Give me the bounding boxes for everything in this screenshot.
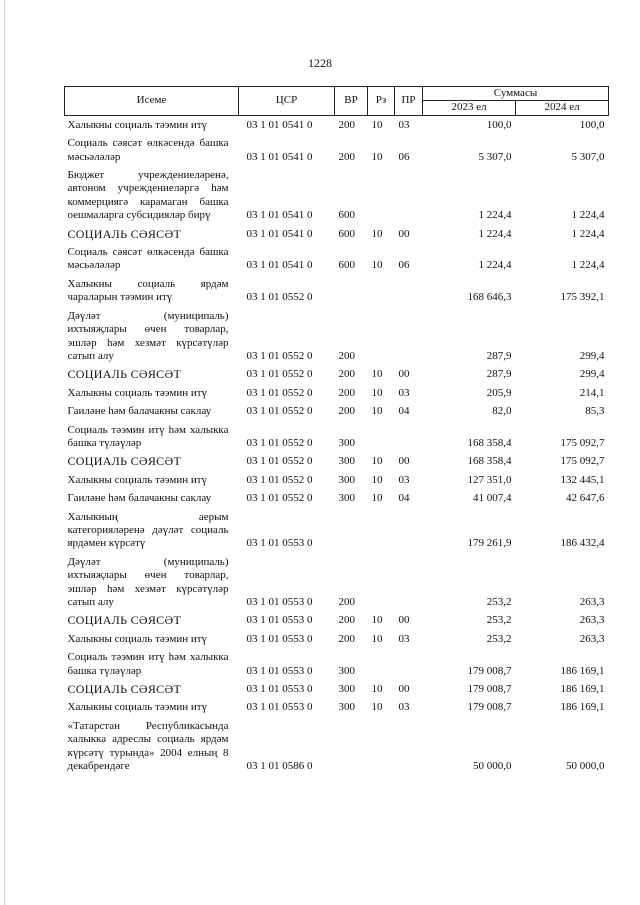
table-row (65, 166, 609, 225)
row-csr-code: 03 1 01 0553 0 (246, 664, 313, 677)
row-pr-code: 04 (398, 405, 410, 418)
row-vr-code: 300 (338, 455, 355, 468)
row-sum-2024: 186 169,1 (560, 701, 605, 714)
row-csr-code: 03 1 01 0552 0 (246, 349, 313, 362)
row-pr-code: 03 (398, 632, 410, 645)
row-csr-code: 03 1 01 0553 0 (246, 632, 313, 645)
row-sum-2024: 186 169,1 (560, 683, 605, 696)
table-row (65, 402, 609, 420)
row-rz-code: 10 (371, 492, 383, 505)
row-name: Дәүләт (муниципаль) ихтыяҗлары өчен товарлар, эшләр һәм хезмәт күрсәтүләр сатып алу (67, 309, 229, 362)
row-sum-2024: 1 224,4 (571, 227, 605, 240)
row-sum-2023: 5 307,0 (478, 150, 512, 163)
row-csr-code: 03 1 01 0552 0 (246, 436, 313, 449)
row-pr-code: 00 (398, 683, 410, 696)
header-rz: Рз (368, 87, 395, 116)
row-name: Гаиләне һәм балачакны саклау (67, 492, 212, 505)
row-rz-code: 10 (371, 473, 383, 486)
row-sum-2023: 287,9 (486, 349, 512, 362)
row-csr-code: 03 1 01 0552 0 (246, 291, 313, 304)
row-name: Социаль тәэмин итү һәм халыкка башка түләүләр (67, 651, 229, 677)
row-csr-code: 03 1 01 0552 0 (246, 405, 313, 418)
row-name: Гаиләне һәм балачакны саклау (67, 405, 212, 418)
table-row (65, 365, 609, 383)
row-name: Социаль тәэмин итү һәм халыкка башка түләүләр (67, 423, 229, 449)
row-vr-code: 200 (338, 405, 355, 418)
row-pr-code: 06 (398, 259, 410, 272)
row-sum-2024: 42 647,6 (566, 492, 605, 505)
table-header (65, 87, 609, 116)
row-sum-2023: 253,2 (486, 596, 512, 608)
row-name: СОЦИАЛЬ СӘЯСӘТ (67, 367, 182, 382)
row-sum-2024: 263,3 (579, 614, 605, 627)
table-row (65, 611, 609, 629)
row-rz-code: 10 (371, 118, 383, 131)
header-pr: ПР (395, 87, 423, 116)
row-sum-2023: 1 224,4 (478, 259, 512, 272)
row-pr-code (395, 508, 423, 553)
row-pr-code (395, 648, 423, 680)
row-sum-2023: 253,2 (486, 632, 512, 645)
table-row (65, 698, 609, 716)
row-sum-2023: 287,9 (486, 368, 512, 381)
row-rz-code: 10 (371, 614, 383, 627)
row-name: Халыкны социаль тәэмин итү (67, 118, 208, 131)
header-year-2023: 2023 ел (423, 101, 516, 115)
row-rz-code (368, 275, 395, 307)
table-row (65, 225, 609, 243)
row-pr-code: 00 (398, 368, 410, 381)
row-pr-code: 03 (398, 701, 410, 714)
row-vr-code: 600 (338, 259, 355, 272)
row-rz-code: 10 (371, 150, 383, 163)
row-name: СОЦИАЛЬ СӘЯСӘТ (67, 226, 182, 241)
row-sum-2023: 82,0 (492, 405, 512, 418)
row-sum-2023: 253,2 (486, 614, 512, 627)
row-csr-code: 03 1 01 0541 0 (246, 227, 313, 240)
row-vr-code: 200 (338, 150, 355, 163)
row-sum-2023: 179 008,7 (467, 701, 512, 714)
row-sum-2023: 127 351,0 (467, 473, 512, 486)
table-row (65, 508, 609, 553)
row-sum-2023: 41 007,4 (473, 492, 512, 505)
row-vr-code: 200 (338, 368, 355, 381)
row-csr-code: 03 1 01 0541 0 (246, 150, 313, 163)
row-sum-2024: 132 445,1 (560, 473, 605, 486)
header-vr: ВР (335, 87, 368, 116)
row-pr-code: 03 (398, 386, 410, 399)
row-csr-code: 03 1 01 0553 0 (246, 701, 313, 714)
row-sum-2024: 186 432,4 (560, 537, 605, 550)
row-pr-code (395, 421, 423, 453)
row-sum-2023: 100,0 (486, 118, 512, 131)
row-sum-2024: 1 224,4 (571, 259, 605, 272)
row-name: СОЦИАЛЬ СӘЯСӘТ (67, 613, 182, 628)
table-row (65, 553, 609, 612)
row-vr-code: 300 (338, 473, 355, 486)
row-sum-2024: 214,1 (579, 386, 605, 399)
row-name: Дәүләт (муниципаль) ихтыяҗлары өчен товарлар, эшләр һәм хезмәт күрсәтүләр сатып алу (67, 555, 229, 608)
row-pr-code: 00 (398, 227, 410, 240)
page-number: 1228 (308, 56, 332, 70)
row-sum-2024: 50 000,0 (566, 760, 605, 773)
budget-table (64, 86, 609, 775)
row-sum-2024: 263,3 (579, 596, 605, 608)
table-row (65, 243, 609, 275)
table-row (65, 471, 609, 489)
row-vr-code: 200 (338, 596, 355, 608)
row-pr-code (395, 166, 423, 225)
row-pr-code: 03 (398, 473, 410, 486)
row-sum-2024: 299,4 (579, 349, 605, 362)
row-sum-2024: 186 169,1 (560, 664, 605, 677)
row-csr-code: 03 1 01 0541 0 (246, 209, 313, 222)
row-csr-code: 03 1 01 0552 0 (246, 386, 313, 399)
row-name: Халыкны социаль ярдәм чараларын тәэмин итү (67, 277, 229, 304)
table-row (65, 648, 609, 680)
table-row (65, 630, 609, 648)
row-vr-code: 600 (338, 209, 355, 222)
row-name: Халыкны социаль тәэмин итү (67, 701, 208, 714)
table-row (65, 717, 609, 776)
table-row (65, 680, 609, 698)
row-sum-2023: 179 008,7 (467, 683, 512, 696)
row-vr-code: 300 (338, 436, 355, 449)
row-pr-code: 06 (398, 150, 410, 163)
row-vr-code (335, 275, 368, 307)
row-vr-code: 300 (338, 701, 355, 714)
row-pr-code: 03 (398, 118, 410, 131)
row-name: Халыкны социаль тәэмин итү (67, 632, 208, 645)
row-sum-2024: 1 224,4 (571, 209, 605, 222)
row-rz-code: 10 (371, 227, 383, 240)
row-rz-code: 10 (371, 683, 383, 696)
row-vr-code (335, 508, 368, 553)
row-csr-code: 03 1 01 0541 0 (246, 118, 313, 131)
table-row (65, 421, 609, 453)
scan-edge-line (4, 0, 5, 905)
row-vr-code: 600 (338, 227, 355, 240)
row-pr-code (395, 553, 423, 612)
row-rz-code: 10 (371, 368, 383, 381)
table-row (65, 115, 609, 134)
row-name: Халыкны социаль тәэмин итү (67, 386, 208, 399)
row-name: Халыкны социаль тәэмин итү (67, 473, 208, 486)
header-name: Исеме (65, 87, 239, 116)
table-row (65, 134, 609, 166)
table-row (65, 452, 609, 470)
row-rz-code (368, 717, 395, 776)
row-sum-2024: 100,0 (579, 118, 605, 131)
row-csr-code: 03 1 01 0541 0 (246, 259, 313, 272)
row-rz-code (368, 553, 395, 612)
table-row (65, 384, 609, 402)
row-sum-2024: 85,3 (585, 405, 605, 418)
row-rz-code: 10 (371, 386, 383, 399)
header-csr: ЦСР (239, 87, 335, 116)
row-rz-code: 10 (371, 632, 383, 645)
row-sum-2023: 205,9 (486, 386, 512, 399)
row-name: Социаль сәясәт өлкәсендә башка мәсьәләләр (67, 137, 229, 163)
row-pr-code (395, 307, 423, 366)
row-sum-2023: 1 224,4 (478, 209, 512, 222)
row-vr-code (335, 717, 368, 776)
row-rz-code: 10 (371, 455, 383, 468)
row-rz-code: 10 (371, 405, 383, 418)
row-name: Бюджет учреждениеләренә, автоном учреждениеләргә һәм коммерциягә карамаган башка оешмаларга субсидияләр бирү (67, 169, 229, 222)
row-csr-code: 03 1 01 0553 0 (246, 614, 313, 627)
row-rz-code (368, 166, 395, 225)
row-sum-2024: 299,4 (579, 368, 605, 381)
row-sum-2024: 263,3 (579, 632, 605, 645)
row-pr-code (395, 717, 423, 776)
row-csr-code: 03 1 01 0553 0 (246, 537, 313, 550)
row-pr-code: 00 (398, 455, 410, 468)
row-sum-2023: 1 224,4 (478, 227, 512, 240)
row-sum-2024: 175 092,7 (560, 436, 605, 449)
row-sum-2023: 179 261,9 (467, 537, 512, 550)
row-sum-2024: 5 307,0 (571, 150, 605, 163)
row-vr-code: 200 (338, 118, 355, 131)
row-sum-2023: 50 000,0 (473, 760, 512, 773)
row-rz-code (368, 307, 395, 366)
row-rz-code (368, 508, 395, 553)
row-vr-code: 300 (338, 683, 355, 696)
row-pr-code (395, 275, 423, 307)
row-vr-code: 300 (338, 492, 355, 505)
header-sums: Суммасы (423, 87, 609, 101)
row-sum-2023: 168 646,3 (467, 291, 512, 304)
row-pr-code: 04 (398, 492, 410, 505)
row-sum-2023: 179 008,7 (467, 664, 512, 677)
row-csr-code: 03 1 01 0553 0 (246, 596, 313, 608)
row-vr-code: 300 (338, 664, 355, 677)
table-row (65, 489, 609, 507)
row-pr-code: 00 (398, 614, 410, 627)
table-row (65, 307, 609, 366)
row-rz-code: 10 (371, 701, 383, 714)
header-year-2024: 2024 ел (516, 101, 609, 115)
row-name: СОЦИАЛЬ СӘЯСӘТ (67, 682, 182, 697)
row-sum-2024: 175 092,7 (560, 455, 605, 468)
row-csr-code: 03 1 01 0586 0 (246, 760, 313, 773)
row-vr-code: 200 (338, 614, 355, 627)
row-vr-code: 200 (338, 632, 355, 645)
row-rz-code: 10 (371, 259, 383, 272)
row-rz-code (368, 421, 395, 453)
table-body (65, 115, 609, 775)
row-sum-2023: 168 358,4 (467, 436, 512, 449)
table-row (65, 275, 609, 307)
row-csr-code: 03 1 01 0552 0 (246, 492, 313, 505)
row-csr-code: 03 1 01 0552 0 (246, 455, 313, 468)
row-rz-code (368, 648, 395, 680)
row-csr-code: 03 1 01 0553 0 (246, 683, 313, 696)
row-vr-code: 200 (338, 349, 355, 362)
row-sum-2023: 168 358,4 (467, 455, 512, 468)
row-name: Социаль сәясәт өлкәсендә башка мәсьәләләр (67, 246, 229, 272)
row-name: «Татарстан Республикасында халыкка адреслы социаль ярдәм күрсәтү турында» 2004 елның 8 декабрендәге (67, 719, 229, 773)
row-name: Халыкның аерым категорияләренә дәүләт социаль ярдәмен күрсәтү (67, 510, 229, 550)
row-sum-2024: 175 392,1 (560, 291, 605, 304)
row-vr-code: 200 (338, 386, 355, 399)
row-name: СОЦИАЛЬ СӘЯСӘТ (67, 454, 182, 469)
row-csr-code: 03 1 01 0552 0 (246, 473, 313, 486)
row-csr-code: 03 1 01 0552 0 (246, 368, 313, 381)
